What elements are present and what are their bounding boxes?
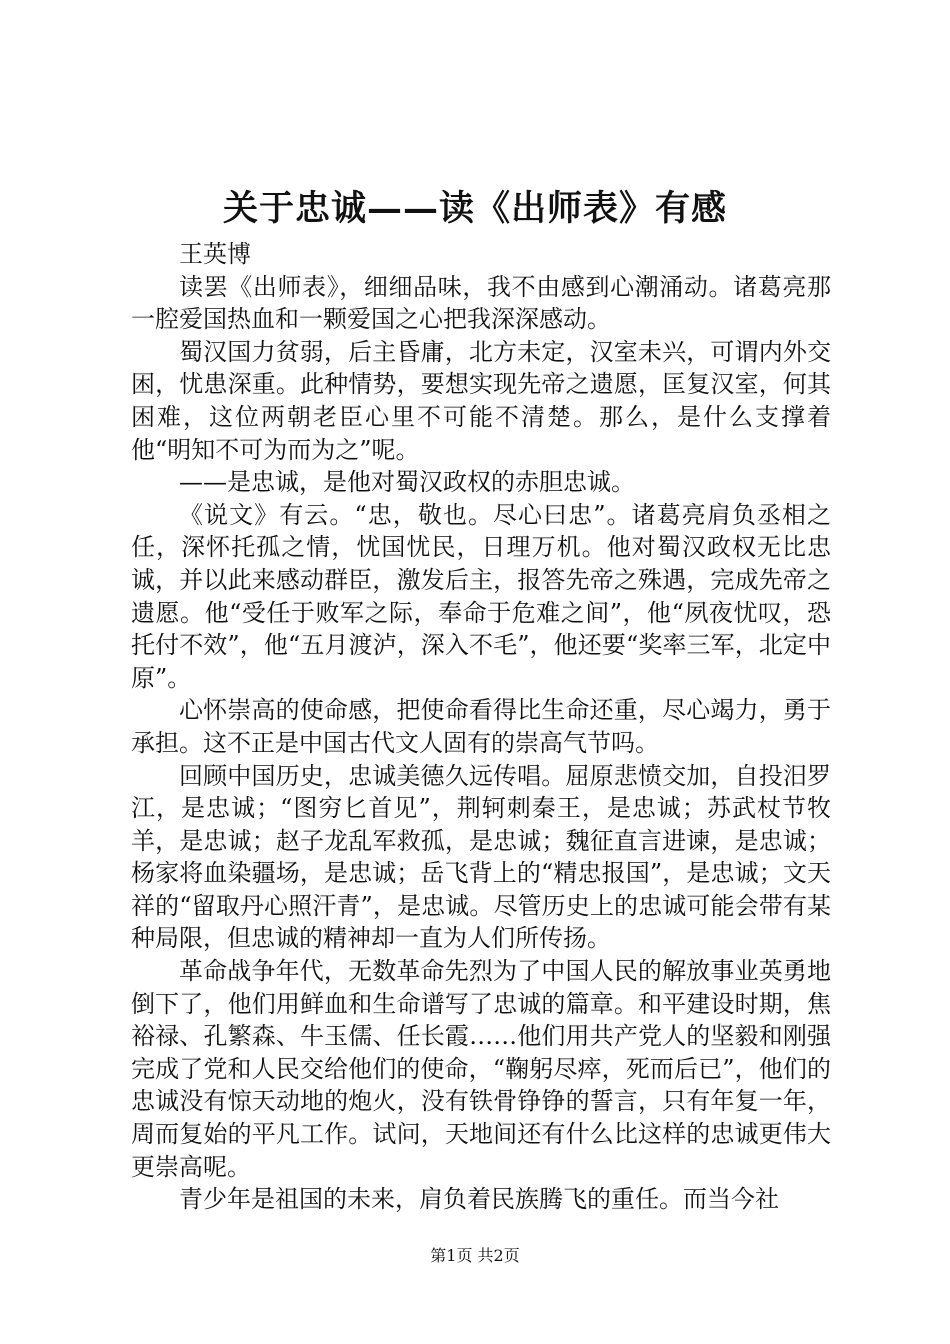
paragraph: 回顾中国历史，忠诚美德久远传唱。屈原悲愤交加，自投汨罗江，是忠诚；“图穷匕首见”，荆轲刺秦王，是忠诚；苏武杖节牧羊，是忠诚；赵子龙乱军救孤，是忠诚；魏征直言进谏，是忠诚；杨家将血染疆场，是忠诚；岳飞背上的“精忠报国”，是忠诚；文天祥的“留取丹心照汗青”，是忠诚。尽管历史上的忠诚可能会带有某种局限，但忠诚的精神却一直为人们所传扬。 [131, 761, 831, 953]
paragraph: ——是忠诚，是他对蜀汉政权的赤胆忠诚。 [179, 468, 635, 497]
page-number-footer: 第1页 共2页 [430, 1246, 520, 1265]
paragraph: 心怀崇高的使命感，把使命看得比生命还重，尽心竭力，勇于承担。这不正是中国古代文人固有的崇高气节吗。 [131, 696, 831, 757]
paragraph: 读罢《出师表》，细细品味，我不由感到心潮涌动。诸葛亮那一腔爱国热血和一颗爱国之心把我深深感动。 [131, 272, 831, 334]
paragraph: 青少年是祖国的未来，肩负着民族腾飞的重任。而当今社 [179, 1185, 779, 1214]
paragraph: 革命战争年代，无数革命先烈为了中国人民的解放事业英勇地倒下了，他们用鲜血和生命谱写了忠诚的篇章。和平建设时期，焦裕禄、孔繁森、牛玉儒、任长霞……他们用共产党人的坚毅和刚强完成了党和人民交给他们的使命，“鞠躬尽瘁，死而后已”，他们的忠诚没有惊天动地的炮火，没有铁骨铮铮的誓言，只有年复一年，周而复始的平凡工作。试问，天地间还有什么比这样的忠诚更伟大更崇高呢。 [131, 957, 831, 1181]
paragraph: 蜀汉国力贫弱，后主昏庸，北方未定，汉室未兴，可谓内外交困，忧患深重。此种情势，要想实现先帝之遗愿，匡复汉室，何其困难，这位两朝老臣心里不可能不清楚。那么，是什么支撑着他“明知不可为而为之”呢。 [131, 337, 831, 464]
document-title: 关于忠诚——读《出师表》有感 [222, 188, 727, 229]
paragraph: 《说文》有云。“忠，敬也。尽心曰忠”。诸葛亮肩负丞相之任，深怀托孤之情，忧国忧民，日理万机。他对蜀汉政权无比忠诚，并以此来感动群臣，激发后主，报答先帝之殊遇，完成先帝之遗愿。他“受任于败军之际，奉命于危难之间”，他“夙夜忧叹，恐托付不效”，他“五月渡泸，深入不毛”，他还要“奖率三军，北定中原”。 [131, 500, 831, 692]
document-body [131, 238, 831, 1216]
author-line: 王英博 [179, 240, 251, 268]
